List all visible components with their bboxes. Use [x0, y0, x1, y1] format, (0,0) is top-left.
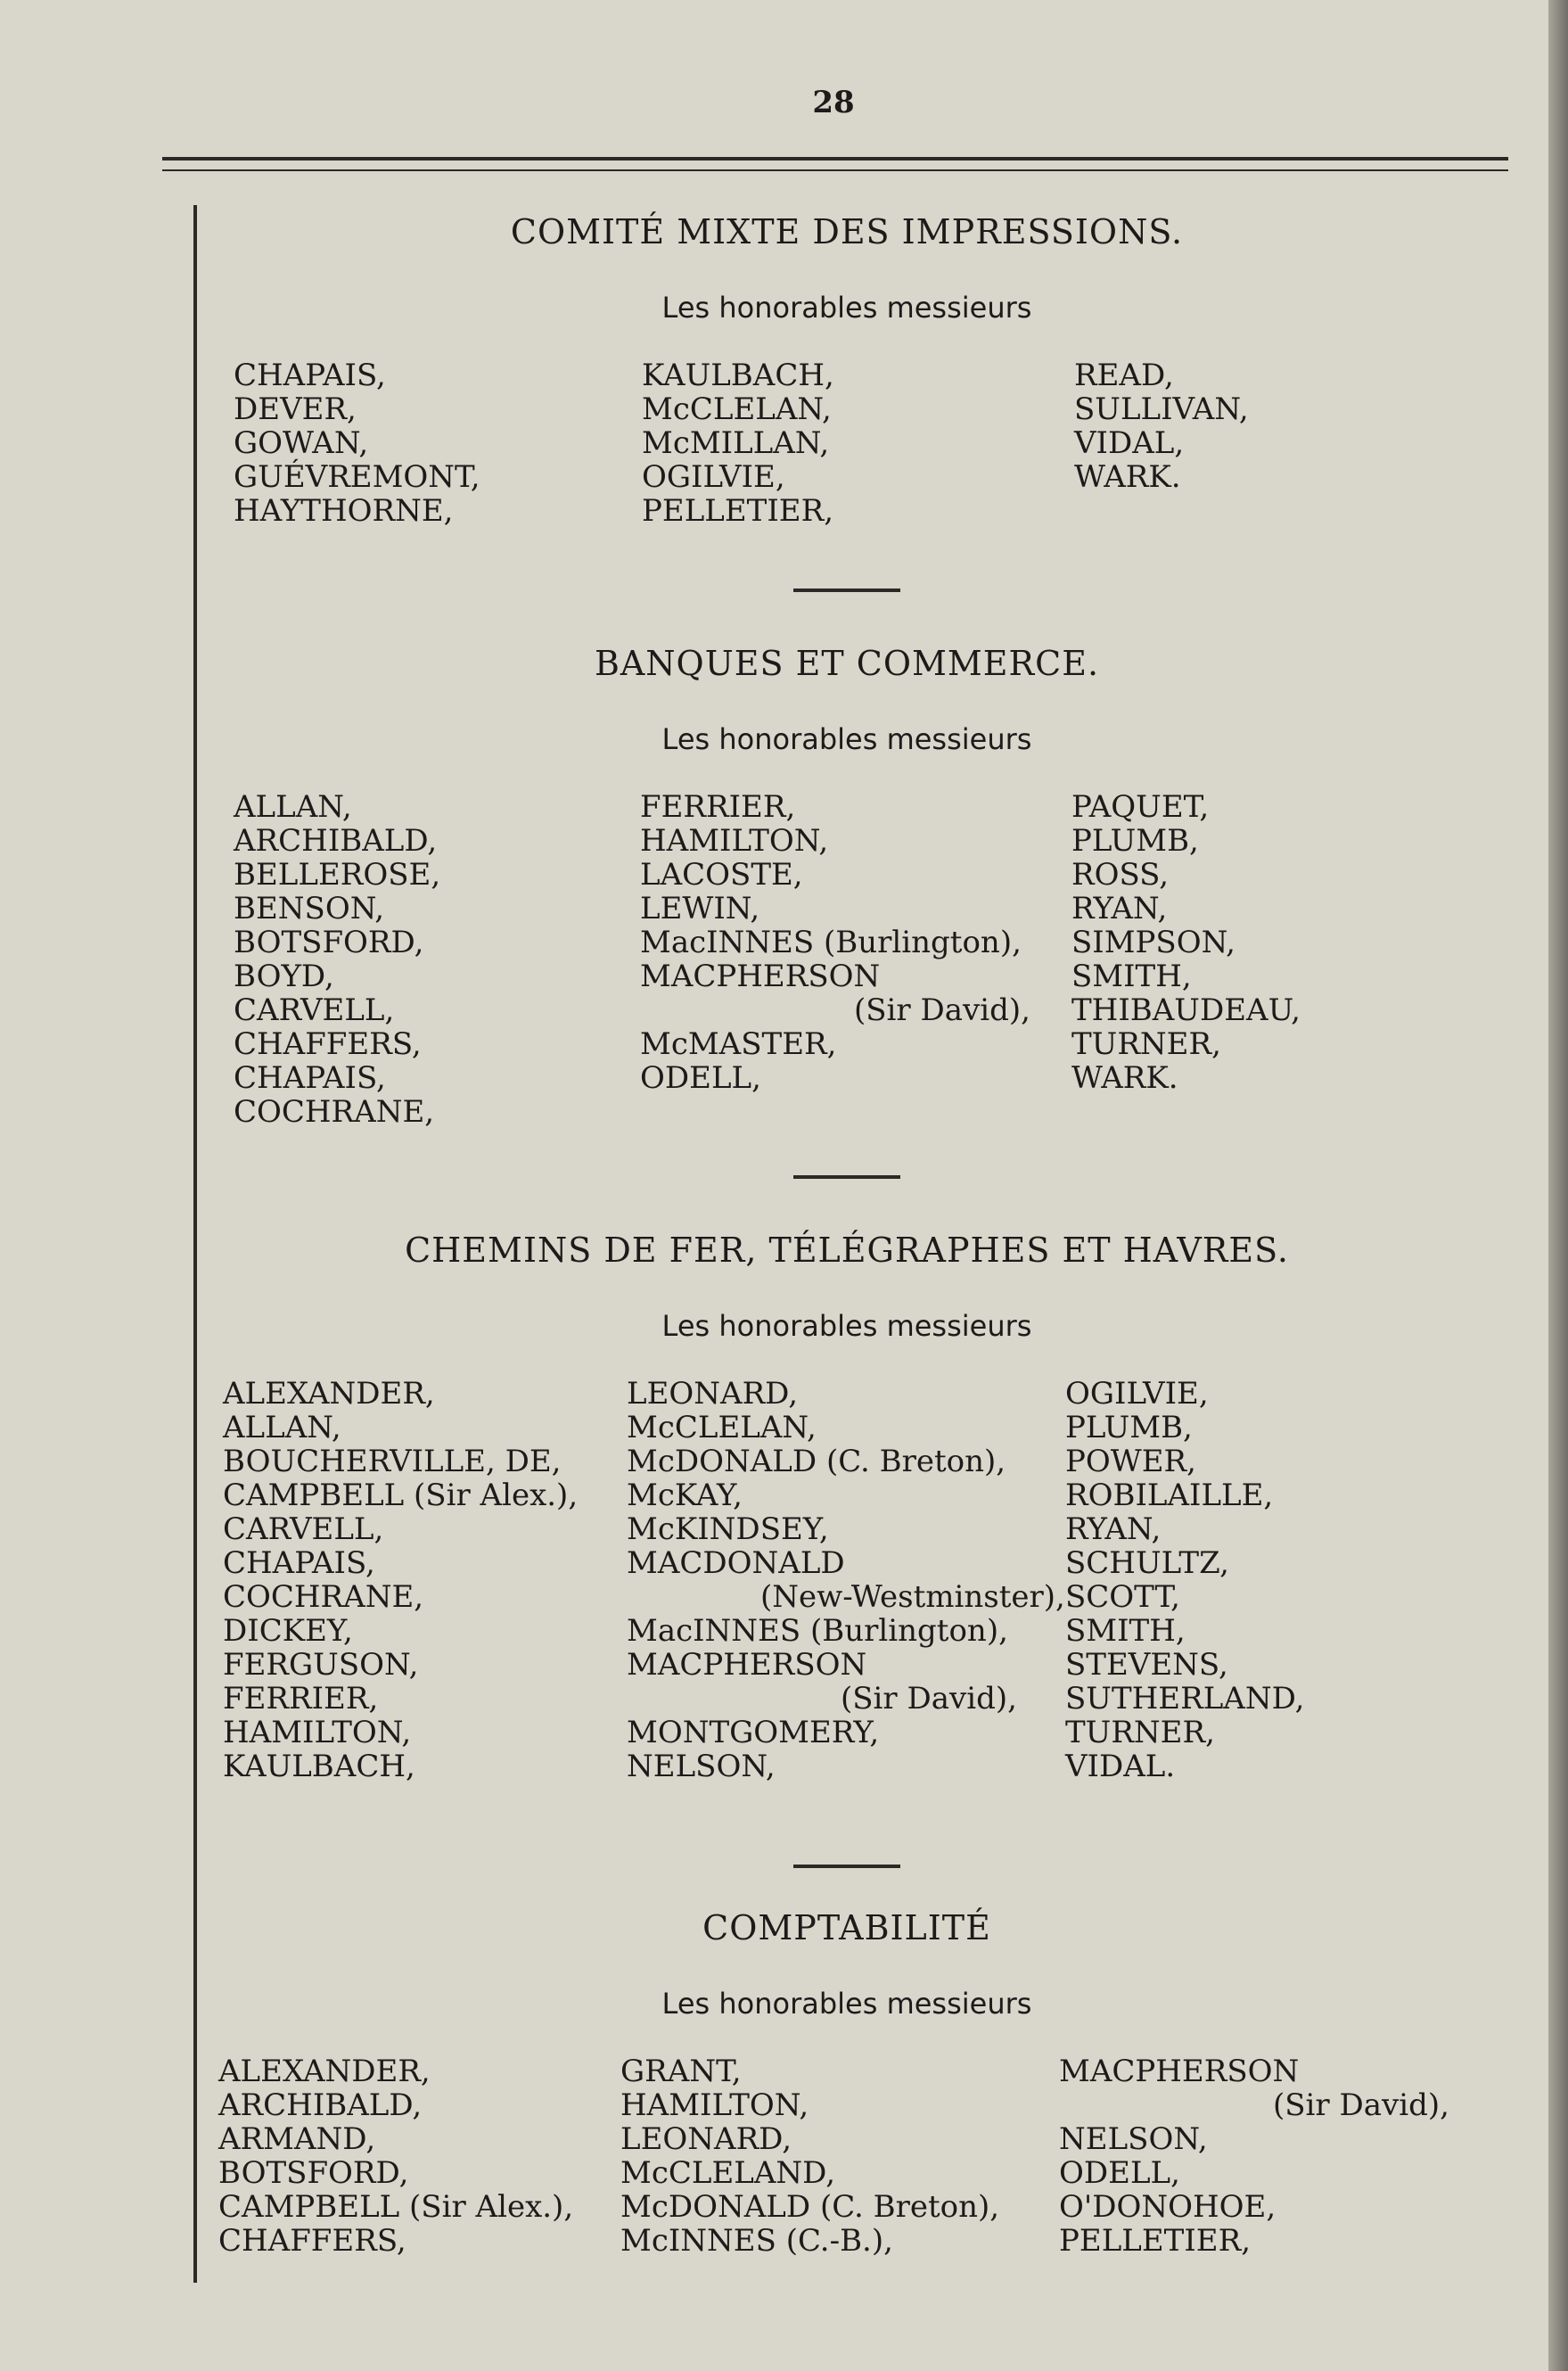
member-name: KAULBACH,: [642, 358, 834, 393]
member-name: McMILLAN,: [642, 425, 830, 461]
member-name: RYAN,: [1071, 891, 1168, 926]
member-name: DICKEY,: [223, 1613, 353, 1649]
section-title: COMITÉ MIXTE DES IMPRESSIONS.: [510, 212, 1184, 251]
member-name: SULLIVAN,: [1074, 391, 1249, 427]
member-name: CAMPBELL (Sir Alex.),: [218, 2189, 574, 2225]
section-subtitle: Les honorables messieurs: [661, 1309, 1032, 1343]
member-name: LEWIN,: [640, 891, 760, 926]
member-name: CHAPAIS,: [234, 358, 386, 393]
member-name: CHAFFERS,: [218, 2223, 406, 2259]
member-name: VIDAL.: [1065, 1749, 1176, 1784]
member-name: POWER,: [1065, 1444, 1196, 1479]
member-name: McDONALD (C. Breton),: [627, 1444, 1006, 1479]
member-name: McCLELAN,: [627, 1410, 817, 1445]
member-name: GRANT,: [620, 2054, 742, 2089]
member-column-1: [234, 790, 440, 1129]
section-title: COMPTABILITÉ: [702, 1908, 991, 1947]
member-name: VIDAL,: [1074, 425, 1185, 461]
member-name: McINNES (C.-B.),: [620, 2223, 893, 2259]
member-name: FERRIER,: [640, 789, 796, 825]
member-name: STEVENS,: [1065, 1647, 1228, 1683]
member-name: McKAY,: [627, 1478, 743, 1513]
member-name: McMASTER,: [640, 1026, 837, 1062]
member-name-continuation: (New-Westminster),: [760, 1579, 1065, 1615]
member-name: HAMILTON,: [620, 2087, 809, 2123]
committee-section-railways: [196, 1231, 1498, 1784]
member-name: PAQUET,: [1071, 789, 1210, 825]
member-name: BELLEROSE,: [234, 857, 441, 893]
committee-section-accounts: [196, 1908, 1498, 2259]
member-name: LEONARD,: [627, 1376, 799, 1412]
member-name: MacINNES (Burlington),: [640, 925, 1022, 960]
member-name: BENSON,: [234, 891, 385, 926]
member-name: HAYTHORNE,: [234, 493, 454, 529]
member-name: THIBAUDEAU,: [1071, 992, 1301, 1028]
member-name: MACPHERSON: [1059, 2054, 1300, 2089]
section-title: CHEMINS DE FER, TÉLÉGRAPHES ET HAVRES.: [405, 1231, 1289, 1270]
section-title: BANQUES ET COMMERCE.: [594, 644, 1100, 683]
member-name: CHAPAIS,: [223, 1545, 375, 1581]
member-name: ALEXANDER,: [218, 2054, 431, 2089]
member-name: OGILVIE,: [642, 459, 785, 495]
member-name: NELSON,: [627, 1749, 776, 1784]
member-name: MACPHERSON: [627, 1647, 867, 1683]
member-column-2: [620, 2054, 999, 2258]
member-name-continuation: (Sir David),: [1273, 2087, 1449, 2123]
member-name: HAMILTON,: [640, 823, 829, 859]
member-name: McKINDSEY,: [627, 1511, 829, 1547]
member-name: COCHRANE,: [223, 1579, 424, 1615]
member-column-3: [1071, 790, 1301, 1095]
member-name: BOUCHERVILLE, DE,: [223, 1444, 562, 1479]
member-name: ROSS,: [1071, 857, 1170, 893]
member-name: CAMPBELL (Sir Alex.),: [223, 1478, 579, 1513]
member-name: GUÉVREMONT,: [234, 459, 480, 495]
member-name: ARCHIBALD,: [234, 823, 438, 859]
member-name: ODELL,: [640, 1060, 761, 1096]
member-name: PLUMB,: [1065, 1410, 1193, 1445]
member-name: ARCHIBALD,: [218, 2087, 423, 2123]
member-name: CHAFFERS,: [234, 1026, 422, 1062]
member-column-1: [218, 2054, 573, 2258]
member-name: ALLAN,: [223, 1410, 341, 1445]
member-name: LEONARD,: [620, 2121, 792, 2157]
section-subtitle: Les honorables messieurs: [661, 1987, 1032, 2021]
member-name: MACPHERSON: [640, 959, 881, 994]
member-name: PELLETIER,: [1059, 2223, 1252, 2259]
member-name: CARVELL,: [223, 1511, 384, 1547]
member-name: SCHULTZ,: [1065, 1545, 1229, 1581]
member-name: McCLELAND,: [620, 2155, 836, 2191]
member-name: WARK.: [1074, 459, 1181, 495]
page-number: 28: [812, 85, 855, 120]
member-name: McDONALD (C. Breton),: [620, 2189, 1000, 2225]
member-name: ALLAN,: [234, 789, 352, 825]
member-column-1: [234, 358, 480, 528]
member-column-2: [642, 358, 834, 528]
committee-section-banking: [196, 644, 1498, 1130]
member-name: O'DONOHOE,: [1059, 2189, 1277, 2225]
section-divider: [793, 589, 900, 592]
member-name: CARVELL,: [234, 992, 395, 1028]
member-name: ODELL,: [1059, 2155, 1180, 2191]
member-name: TURNER,: [1065, 1715, 1215, 1750]
member-name: BOTSFORD,: [218, 2155, 409, 2191]
member-name: ARMAND,: [218, 2121, 376, 2157]
member-name: LACOSTE,: [640, 857, 803, 893]
member-name: GOWAN,: [234, 425, 369, 461]
member-name: FERGUSON,: [223, 1647, 419, 1683]
member-name: SMITH,: [1071, 959, 1192, 994]
member-name: TURNER,: [1071, 1026, 1221, 1062]
member-name: SUTHERLAND,: [1065, 1681, 1305, 1717]
member-name: ALEXANDER,: [223, 1376, 435, 1412]
member-name-continuation: (Sir David),: [854, 992, 1030, 1028]
member-name: MONTGOMERY,: [627, 1715, 880, 1750]
section-divider: [793, 1175, 900, 1179]
member-name: COCHRANE,: [234, 1094, 435, 1130]
page-edge: [1548, 0, 1568, 2371]
section-subtitle: Les honorables messieurs: [661, 291, 1032, 325]
member-column-2: [640, 790, 1030, 1095]
member-name-continuation: (Sir David),: [841, 1681, 1017, 1717]
member-name: KAULBACH,: [223, 1749, 415, 1784]
member-name: FERRIER,: [223, 1681, 379, 1717]
member-name: MacINNES (Burlington),: [627, 1613, 1008, 1649]
section-divider: [793, 1865, 900, 1868]
header-rule: [162, 157, 1508, 171]
member-name: PLUMB,: [1071, 823, 1199, 859]
member-name: WARK.: [1071, 1060, 1178, 1096]
member-name: OGILVIE,: [1065, 1376, 1209, 1412]
member-column-3: [1059, 2054, 1449, 2258]
member-name: RYAN,: [1065, 1511, 1162, 1547]
member-name: BOTSFORD,: [234, 925, 424, 960]
member-name: McCLELAN,: [642, 391, 832, 427]
member-column-3: [1065, 1377, 1304, 1783]
member-name: DEVER,: [234, 391, 357, 427]
member-column-2: [627, 1377, 1065, 1783]
member-name: ROBILAILLE,: [1065, 1478, 1274, 1513]
member-name: BOYD,: [234, 959, 334, 994]
member-column-1: [223, 1377, 578, 1783]
member-column-3: [1074, 358, 1249, 494]
member-name: SIMPSON,: [1071, 925, 1236, 960]
member-name: HAMILTON,: [223, 1715, 412, 1750]
member-name: READ,: [1074, 358, 1174, 393]
section-subtitle: Les honorables messieurs: [661, 722, 1032, 756]
member-name: SCOTT,: [1065, 1579, 1180, 1615]
committee-section-printing: [196, 212, 1498, 529]
member-name: SMITH,: [1065, 1613, 1186, 1649]
member-name: PELLETIER,: [642, 493, 834, 529]
member-name: CHAPAIS,: [234, 1060, 386, 1096]
member-name: MACDONALD: [627, 1545, 845, 1581]
member-name: NELSON,: [1059, 2121, 1208, 2157]
